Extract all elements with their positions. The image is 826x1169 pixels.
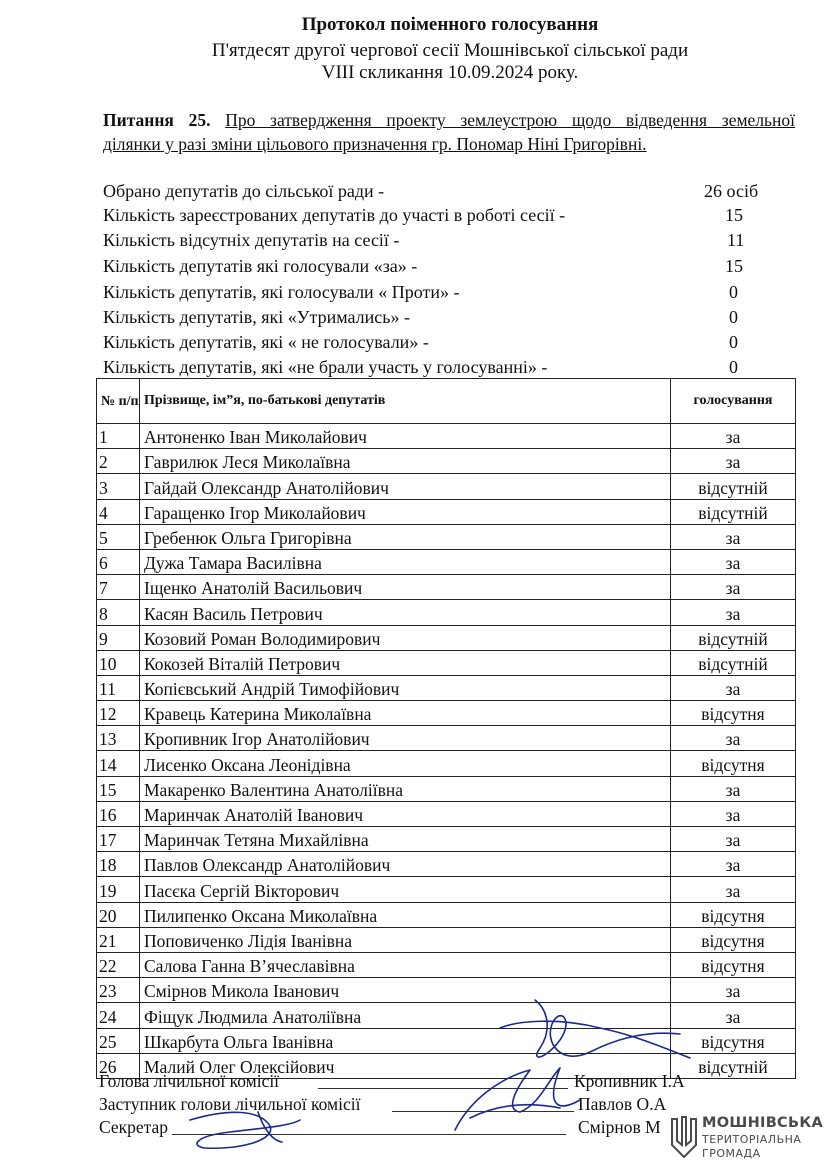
- deputy-name: Поповиченко Лідія Іванівна: [140, 927, 671, 952]
- vote-result: за: [671, 726, 796, 751]
- deputy-name: Макаренко Валентина Анатоліївна: [140, 776, 671, 801]
- vote-result: відсутня: [671, 927, 796, 952]
- stat-value-abstained: 0: [729, 307, 738, 327]
- stat-value-for: 15: [725, 256, 743, 276]
- deputy-name: Пилипенко Оксана Миколаївна: [140, 902, 671, 927]
- vote-result: за: [671, 449, 796, 474]
- deputy-name: Лисенко Оксана Леонідівна: [140, 751, 671, 776]
- vote-result: за: [671, 852, 796, 877]
- stat-label-not-voted: Кількість депутатів, які « не голосували» -: [103, 332, 429, 352]
- deputy-name: Шкарбута Ольга Іванівна: [140, 1028, 671, 1053]
- deputy-name: Фіщук Людмила Анатоліївна: [140, 1003, 671, 1028]
- row-number: 25: [97, 1028, 140, 1053]
- row-number: 5: [97, 524, 140, 549]
- deputy-name: Гаращенко Ігор Миколайович: [140, 499, 671, 524]
- stat-value-absent: 11: [727, 230, 745, 250]
- stat-value-elected: 26 осіб: [704, 181, 759, 201]
- counting-chair-label: Голова лічильної комісії: [99, 1071, 280, 1091]
- row-number: 1: [97, 424, 140, 449]
- roll-call-table: [96, 378, 796, 1079]
- deputy-name: Павлов Олександр Анатолійович: [140, 852, 671, 877]
- table-row: [97, 524, 796, 549]
- secretary-label: Секретар: [99, 1117, 169, 1137]
- table-row: [97, 474, 796, 499]
- stat-value-registered: 15: [725, 205, 743, 225]
- question-text-line1: Про затвердження проекту землеустрою щодо відведення земельної: [225, 110, 796, 130]
- row-number: 26: [97, 1053, 140, 1078]
- row-number: 15: [97, 776, 140, 801]
- table-row: [97, 701, 796, 726]
- table-row: [97, 877, 796, 902]
- row-number: 10: [97, 650, 140, 675]
- deputy-name: Іщенко Анатолій Васильович: [140, 575, 671, 600]
- deputy-name: Кравець Катерина Миколаївна: [140, 701, 671, 726]
- stat-value-not-participated: 0: [729, 357, 738, 377]
- question-number: Питання 25: [103, 110, 207, 130]
- table-row: [97, 675, 796, 700]
- deputy-name: Гаврилюк Леся Миколаївна: [140, 449, 671, 474]
- deputy-name: Гребенюк Ольга Григорівна: [140, 524, 671, 549]
- table-row: [97, 1028, 796, 1053]
- vote-result: за: [671, 827, 796, 852]
- column-header-vote: голосування: [671, 379, 796, 424]
- vote-result: відсутня: [671, 751, 796, 776]
- table-row: [97, 625, 796, 650]
- table-row: [97, 751, 796, 776]
- deputy-name: Антоненко Іван Миколайович: [140, 424, 671, 449]
- stat-value-against: 0: [729, 282, 738, 302]
- stat-label-abstained: Кількість депутатів, які «Утримались» -: [103, 307, 410, 327]
- row-number: 6: [97, 549, 140, 574]
- row-number: 9: [97, 625, 140, 650]
- stat-label-for: Кількість депутатів які голосували «за» -: [103, 256, 418, 276]
- secretary-signature-line: [172, 1134, 566, 1135]
- column-header-number: № п/п: [97, 379, 140, 424]
- secretary-name: Смірнов М: [578, 1117, 661, 1137]
- signature-stroke-secretary-2: [258, 1112, 282, 1142]
- vote-result: за: [671, 675, 796, 700]
- deputy-chair-label: Заступник голови лічильної комісії: [99, 1094, 361, 1114]
- table-row: [97, 801, 796, 826]
- vote-result: за: [671, 549, 796, 574]
- vote-result: відсутній: [671, 1053, 796, 1078]
- row-number: 12: [97, 701, 140, 726]
- vote-result: відсутній: [671, 625, 796, 650]
- row-number: 13: [97, 726, 140, 751]
- vote-result: за: [671, 575, 796, 600]
- session-name: П'ятдесят другої чергової сесії Мошнівської сільської ради: [211, 40, 689, 61]
- column-header-name: Прізвище, ім”я, по-батькові депутатів: [140, 379, 671, 424]
- row-number: 23: [97, 978, 140, 1003]
- vote-result: відсутній: [671, 474, 796, 499]
- community-name-line1: МОШНІВСЬКА: [702, 1115, 824, 1131]
- table-row: [97, 902, 796, 927]
- vote-result: за: [671, 600, 796, 625]
- deputy-name: Малий Олег Олексійович: [140, 1053, 671, 1078]
- deputy-name: Маринчак Анатолій Іванович: [140, 801, 671, 826]
- question-text-line2: ділянки у разі зміни цільового призначення гр. Пономар Ніні Григорівні.: [103, 134, 647, 154]
- deputy-name: Гайдай Олександр Анатолійович: [140, 474, 671, 499]
- stat-label-registered: Кількість зареєстрованих депутатів до участі в роботі сесії -: [103, 205, 566, 225]
- vote-result: відсутня: [671, 1028, 796, 1053]
- table-row: [97, 776, 796, 801]
- vote-result: за: [671, 801, 796, 826]
- vote-result: за: [671, 776, 796, 801]
- row-number: 8: [97, 600, 140, 625]
- table-row: [97, 449, 796, 474]
- stat-label-not-participated: Кількість депутатів, які «не брали участь у голосуванні» -: [103, 357, 548, 377]
- deputy-name: Кропивник Ігор Анатолійович: [140, 726, 671, 751]
- vote-result: відсутня: [671, 952, 796, 977]
- row-number: 18: [97, 852, 140, 877]
- row-number: 17: [97, 827, 140, 852]
- stat-value-not-voted: 0: [729, 332, 738, 352]
- deputy-chair-name: Павлов О.А: [578, 1094, 667, 1114]
- deputy-name: Смірнов Микола Іванович: [140, 978, 671, 1003]
- table-row: [97, 827, 796, 852]
- vote-result: за: [671, 877, 796, 902]
- row-number: 11: [97, 675, 140, 700]
- deputy-name: Маринчак Тетяна Михайлівна: [140, 827, 671, 852]
- table-row: [97, 952, 796, 977]
- table-row: [97, 927, 796, 952]
- table-row: [97, 575, 796, 600]
- row-number: 24: [97, 1003, 140, 1028]
- row-number: 21: [97, 927, 140, 952]
- stat-label-elected: Обрано депутатів до сільської ради -: [103, 181, 385, 201]
- vote-result: відсутня: [671, 902, 796, 927]
- vote-result: відсутній: [671, 650, 796, 675]
- trident-emblem-icon: [670, 1115, 698, 1159]
- row-number: 16: [97, 801, 140, 826]
- table-row: [97, 852, 796, 877]
- deputy-name: Салова Ганна В’ячеславівна: [140, 952, 671, 977]
- row-number: 19: [97, 877, 140, 902]
- row-number: 4: [97, 499, 140, 524]
- deputy-name: Пасєка Сергій Вікторович: [140, 877, 671, 902]
- deputy-name: Копієвський Андрій Тимофійович: [140, 675, 671, 700]
- table-row: [97, 726, 796, 751]
- stat-label-absent: Кількість відсутніх депутатів на сесії -: [103, 230, 400, 250]
- table-row: [97, 1003, 796, 1028]
- table-row: [97, 549, 796, 574]
- deputy-name: Кокозей Віталій Петрович: [140, 650, 671, 675]
- vote-result: за: [671, 424, 796, 449]
- deputy-name: Касян Василь Петрович: [140, 600, 671, 625]
- row-number: 7: [97, 575, 140, 600]
- community-name-line3: ГРОМАДА: [702, 1147, 761, 1160]
- table-row: [97, 600, 796, 625]
- counting-chair-name: Кропивник І.А: [574, 1071, 685, 1091]
- table-row: [97, 650, 796, 675]
- deputy-name: Дужа Тамара Василівна: [140, 549, 671, 574]
- document-title: Протокол поіменного голосування: [301, 14, 599, 35]
- table-header-row: [97, 379, 796, 424]
- row-number: 22: [97, 952, 140, 977]
- vote-result: відсутній: [671, 499, 796, 524]
- deputy-name: Козовий Роман Володимирович: [140, 625, 671, 650]
- counting-chair-signature-line: [318, 1088, 568, 1089]
- vote-result: за: [671, 1003, 796, 1028]
- signature-stroke-secretary: [190, 1112, 300, 1148]
- vote-result: за: [671, 978, 796, 1003]
- row-number: 2: [97, 449, 140, 474]
- row-number: 20: [97, 902, 140, 927]
- vote-result: за: [671, 524, 796, 549]
- table-row: [97, 499, 796, 524]
- agenda-question: Питання 25. Про затвердження проекту землеустрою щодо відведення земельної ділянки у разі зміни цільового призначення гр. Пономар Ніні Григорівні.: [103, 110, 796, 154]
- table-row: [97, 978, 796, 1003]
- row-number: 3: [97, 474, 140, 499]
- deputy-chair-signature-line: [392, 1111, 574, 1112]
- stat-label-against: Кількість депутатів, які голосували « Проти» -: [103, 282, 460, 302]
- row-number: 14: [97, 751, 140, 776]
- session-date: VIII скликання 10.09.2024 року.: [321, 62, 579, 83]
- vote-result: відсутня: [671, 701, 796, 726]
- table-row: [97, 424, 796, 449]
- community-name-line2: ТЕРИТОРІАЛЬНА: [702, 1133, 802, 1146]
